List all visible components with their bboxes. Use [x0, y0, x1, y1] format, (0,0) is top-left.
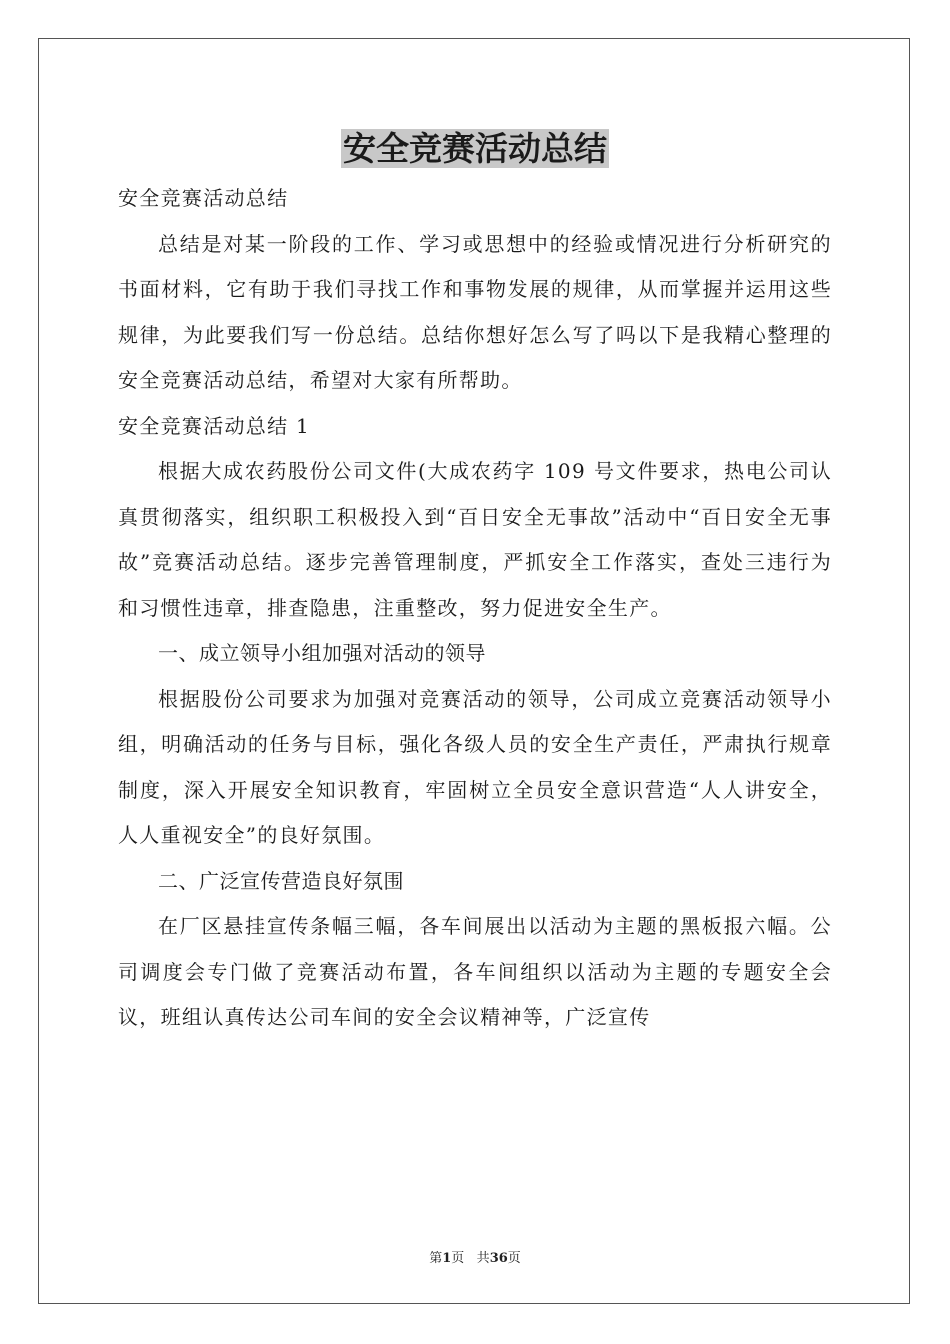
footer-page-number: 1 — [442, 1251, 452, 1266]
paragraph-body-2: 根据股份公司要求为加强对竞赛活动的领导，公司成立竞赛活动领导小组，明确活动的任务与目标，强化各级人员的安全生产责任，严肃执行规章制度，深入开展安全知识教育，牢固树立全员安全意识营造“人人讲安全，人人重视安全”的良好氛围。 — [118, 686, 832, 847]
footer-page-suffix: 页 — [451, 1251, 465, 1266]
footer-total-pages: 36 — [489, 1251, 508, 1266]
footer-total-prefix: 共 — [476, 1251, 490, 1266]
paragraph-intro: 总结是对某一阶段的工作、学习或思想中的经验或情况进行分析研究的书面材料，它有助于我们寻找工作和事物发展的规律，从而掌握并运用这些规律，为此要我们写一份总结。总结你想好怎么写了吗以下是我精心整理的安全竞赛活动总结，希望对大家有所帮助。 — [118, 231, 832, 392]
paragraph-subtitle: 安全竞赛活动总结 — [118, 186, 289, 210]
paragraph-section-title: 安全竞赛活动总结 1 — [118, 413, 311, 438]
paragraph-body-3: 在厂区悬挂宣传条幅三幅，各车间展出以活动为主题的黑板报六幅。公司调度会专门做了竞赛活动布置，各车间组织以活动为主题的专题安全会议，班组认真传达公司车间的安全会议精神等，广泛宣传 — [118, 914, 832, 1029]
footer-total-suffix: 页 — [507, 1251, 521, 1266]
page-footer — [0, 1247, 950, 1266]
paragraph-body-1: 根据大成农药股份公司文件(大成农药字 109 号文件要求，热电公司认真贯彻落实，组织职工积极投入到“百日安全无事故”活动中“百日安全无事故”竞赛活动总结。逐步完善管理制度，严抓安全工作落实，查处三违行为和习惯性违章，排查隐患，注重整改，努力促进安全生产。 — [118, 459, 832, 620]
paragraph-heading-2: 二、广泛宣传营造良好氛围 — [158, 868, 404, 893]
document-title — [0, 126, 950, 172]
document-body — [118, 176, 832, 1041]
paragraph-heading-1: 一、成立领导小组加强对活动的领导 — [158, 641, 486, 665]
footer-page-prefix: 第 — [429, 1251, 443, 1266]
document-title-text: 安全竞赛活动总结 — [343, 129, 607, 168]
